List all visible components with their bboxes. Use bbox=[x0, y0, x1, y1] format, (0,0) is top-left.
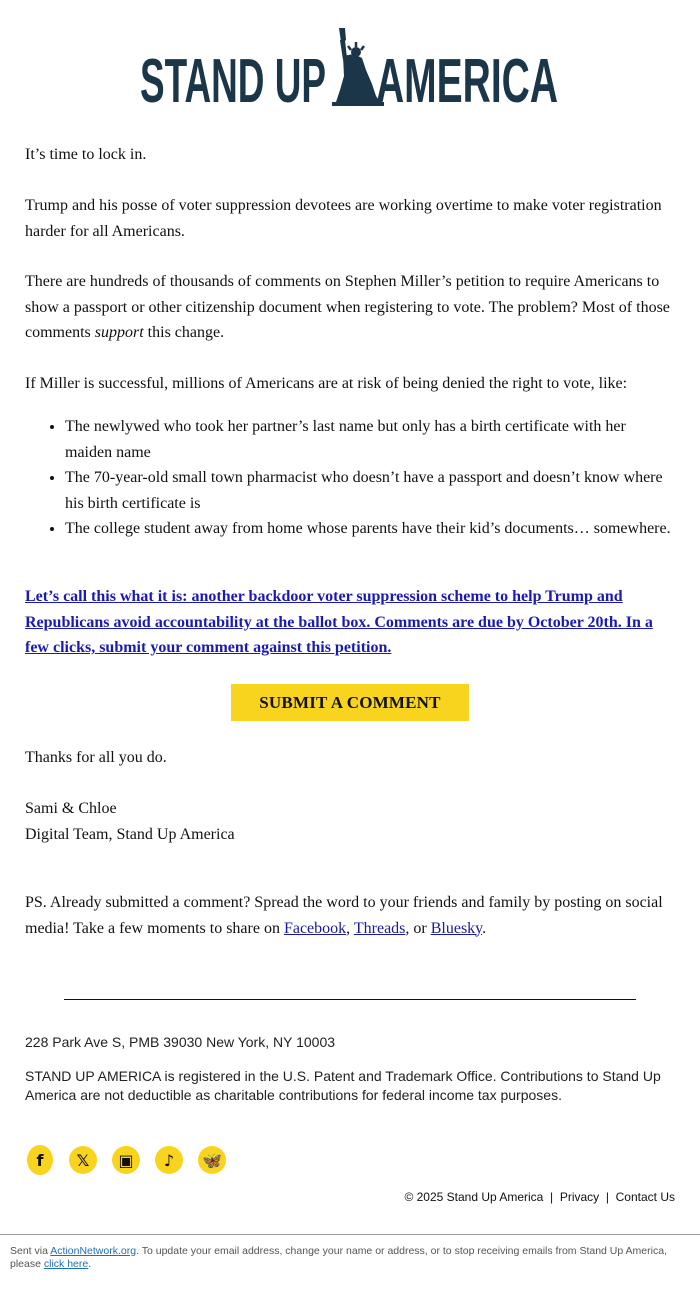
footer-address: 228 Park Ave S, PMB 39030 New York, NY 10003 bbox=[25, 1034, 336, 1050]
x-glyph: 𝕏 bbox=[76, 1150, 90, 1170]
facebook-glyph: f bbox=[36, 1150, 44, 1170]
petition-text: There are hundreds of thousands of comments on Stephen Miller’s petition to require Americans to show a passport or other citizenship document when registering to vote. The problem? Most of those comments bbox=[25, 273, 670, 341]
footer-separator: | bbox=[605, 1190, 609, 1204]
bottom-divider bbox=[0, 1234, 700, 1235]
paragraph-risk: If Miller is successful, millions of Americans are at risk of being denied the right to vote, like: bbox=[25, 375, 628, 392]
signature-team: Digital Team, Stand Up America bbox=[25, 825, 235, 843]
paragraph-petition bbox=[25, 269, 675, 346]
petition-text-end: this change. bbox=[143, 324, 225, 341]
sent-via-end: . bbox=[88, 1258, 92, 1270]
contact-us-link[interactable]: Contact Us bbox=[615, 1190, 675, 1204]
ps-text: PS. Already submitted a comment? Spread the word to your friends and family by posting on social media! Take a few moments to share on bbox=[25, 894, 663, 937]
privacy-link[interactable]: Privacy bbox=[559, 1190, 600, 1204]
logo-text-left: STAND UP bbox=[140, 47, 326, 116]
divider bbox=[64, 999, 636, 1000]
examples-list bbox=[25, 414, 675, 542]
click-here-link[interactable]: click here bbox=[43, 1258, 89, 1270]
tiktok-icon[interactable] bbox=[154, 1143, 184, 1177]
list-item: • The newlywed who took her partner’s last name but only has a birth certificate with her maiden name bbox=[65, 414, 675, 465]
thanks-line: Thanks for all you do. bbox=[25, 749, 167, 766]
bluesky-icon[interactable] bbox=[197, 1143, 227, 1177]
bluesky-glyph: 🦋 bbox=[202, 1150, 222, 1170]
ps-end: . bbox=[482, 919, 487, 937]
list-item: • The college student away from home whose parents have their kid’s documents… somewhere. bbox=[65, 516, 675, 542]
facebook-icon[interactable] bbox=[25, 1143, 55, 1177]
x-icon[interactable] bbox=[68, 1143, 98, 1177]
sent-via-text: Sent via bbox=[10, 1245, 51, 1257]
tiktok-glyph: ♪ bbox=[163, 1150, 175, 1170]
emphasis-support: support bbox=[94, 324, 144, 341]
sent-via-notice bbox=[10, 1245, 670, 1271]
footer-links bbox=[404, 1190, 675, 1204]
instagram-glyph: ▣ bbox=[118, 1150, 134, 1170]
footer-separator: | bbox=[550, 1190, 554, 1204]
ps-separator: , or bbox=[405, 919, 431, 937]
copyright-text: © 2025 Stand Up America bbox=[404, 1190, 544, 1204]
instagram-icon[interactable] bbox=[111, 1143, 141, 1177]
facebook-link[interactable]: Facebook bbox=[283, 919, 347, 937]
intro-line: It’s time to lock in. bbox=[25, 146, 147, 163]
stand-up-america-logo bbox=[140, 26, 560, 116]
ps-separator: , bbox=[346, 919, 354, 937]
signature-names: Sami & Chloe bbox=[25, 800, 117, 817]
petition-call-to-action-link[interactable]: Let’s call this what it is: another backdoor voter suppression scheme to help Trump and Republicans avoid accountability at the ballot box. Comments are due by October 20th. In a few clicks, submit your comment against this petition. bbox=[25, 588, 653, 656]
unsubscribe-text: . To update your email address, change your name or address, or to stop receiving emails from Stand Up America, please bbox=[10, 1245, 667, 1270]
logo-text-right: AMERICA bbox=[376, 47, 558, 116]
list-item: • The 70-year-old small town pharmacist who doesn’t have a passport and doesn’t know where his birth certificate is bbox=[65, 465, 675, 516]
actionnetwork-link[interactable]: ActionNetwork.org bbox=[50, 1245, 137, 1257]
paragraph-voter-registration: Trump and his posse of voter suppression devotees are working overtime to make voter registration harder for all Americans. bbox=[25, 197, 662, 240]
bluesky-link[interactable]: Bluesky bbox=[430, 919, 483, 937]
submit-comment-button[interactable]: SUBMIT A COMMENT bbox=[231, 684, 469, 721]
footer-legal: STAND UP AMERICA is registered in the U.S. Patent and Trademark Office. Contributions to Stand Up America are not deductible as charitable contributions for federal income tax purposes. bbox=[25, 1068, 661, 1103]
social-icons bbox=[25, 1143, 227, 1177]
signature bbox=[25, 796, 675, 847]
ps-paragraph bbox=[25, 890, 675, 941]
threads-link[interactable]: Threads bbox=[353, 919, 406, 937]
